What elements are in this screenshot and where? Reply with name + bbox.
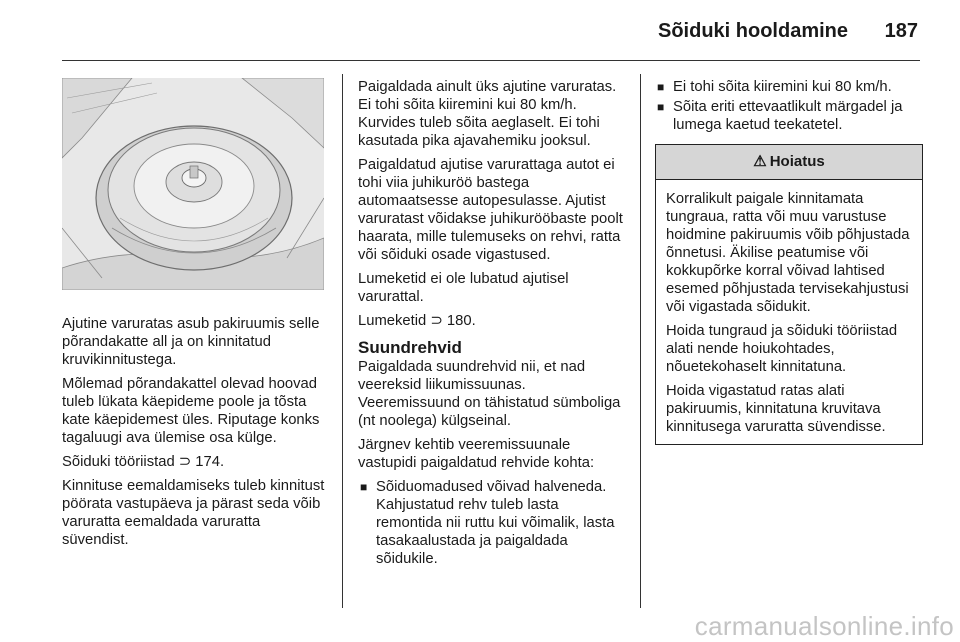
paragraph: Paigaldatud ajutise varurattaga autot ei tohi viia juhikuröö bastega automaatsesse autopesulasse. Ajutist varuratast võidakse juhikurööbaste poolt haarata, mille tulemuseks on rehvi, ratta või sõiduki osade vigastused. bbox=[358, 157, 623, 263]
column-2 bbox=[358, 78, 626, 574]
warning-box bbox=[655, 144, 923, 445]
watermark: carmanualsonline.info bbox=[694, 611, 954, 641]
paragraph: Paigaldada ainult üks ajutine varuratas. Ei tohi sõita kiiremini kui 80 km/h. Kurvides tuleb sõita aeglaselt. Ei tohi kasutada pika ajavahemiku jooksul. bbox=[358, 79, 617, 149]
bullet-square-icon: ■ bbox=[360, 480, 368, 494]
warning-paragraph: Hoida tungraud ja sõiduki tööriistad alati nende hoiukohtades, nõuetekohaselt kinnitatuna. bbox=[666, 323, 898, 375]
bullet-list bbox=[358, 478, 626, 568]
column-1 bbox=[62, 78, 328, 555]
warning-paragraph: Hoida vigastatud ratas alati pakiruumis, kinnitatuna kruvitava kinnitusega varuratta süvendisse. bbox=[666, 383, 886, 435]
section-heading: Suundrehvid bbox=[358, 338, 462, 357]
warning-title: Hoiatus bbox=[769, 153, 825, 170]
bullet-list bbox=[655, 78, 923, 134]
bullet-text: Sõiduomadused võivad halveneda. Kahjustatud rehv tuleb lasta remontida nii ruttu kui võimalik, lasta tasakaalustada ja paigaldada sõidukile. bbox=[376, 479, 615, 567]
bullet-item bbox=[655, 78, 923, 96]
paragraph: Sõiduki tööriistad ⊃ 174. bbox=[62, 454, 225, 470]
bullet-square-icon: ■ bbox=[657, 100, 665, 114]
paragraph: Lumeketid ei ole lubatud ajutisel varurattal. bbox=[358, 271, 569, 305]
paragraph: Kinnituse eemaldamiseks tuleb kinnitust pöörata vastupäeva ja pärast seda võib varuratta eemaldada varuratta süvendist. bbox=[62, 478, 325, 548]
paragraph: Mõlemad põrandakattel olevad hoovad tuleb lükata käepideme poole ja tõsta kate käepidemest üles. Riputage konks tagaluugi ava ülemise osa külge. bbox=[62, 376, 320, 446]
spare-wheel-illustration bbox=[62, 78, 324, 290]
paragraph: Järgnev kehtib veeremissuunale vastupidi paigaldatud rehvide kohta: bbox=[358, 437, 595, 471]
warning-header bbox=[656, 145, 922, 180]
page-number: 187 bbox=[884, 20, 918, 42]
warning-triangle-icon: ⚠ bbox=[753, 153, 767, 170]
warning-body bbox=[656, 180, 922, 444]
paragraph: Paigaldada suundrehvid nii, et nad veereksid liikumissuunas. Veeremissuund on tähistatud sümboliga (nt noolega) külgseinal. bbox=[358, 359, 621, 429]
column-divider-1 bbox=[342, 74, 343, 608]
column-3 bbox=[655, 78, 923, 445]
header-divider bbox=[62, 60, 920, 61]
bullet-item bbox=[655, 98, 923, 134]
bullet-text: Sõita eriti ettevaatlikult märgadel ja lumega kaetud teekatetel. bbox=[673, 99, 903, 133]
paragraph: Ajutine varuratas asub pakiruumis selle põrandakatte all ja on kinnitatud kruvikinnitustega. bbox=[62, 316, 320, 368]
paragraph: Lumeketid ⊃ 180. bbox=[358, 313, 476, 329]
page-header-title: Sõiduki hooldamine bbox=[657, 20, 848, 42]
warning-paragraph: Korralikult paigale kinnitamata tungraua, ratta või muu varustuse hoidmine pakiruumis võib põhjustada õnnetusi. Äkilise peatumise või kokkupõrke korral võivad lahtised esemed põhjustada tervisekahjustusi või vigastada sõidukit. bbox=[666, 191, 910, 315]
bullet-text: Ei tohi sõita kiiremini kui 80 km/h. bbox=[673, 79, 892, 95]
column-divider-2 bbox=[640, 74, 641, 608]
bullet-square-icon: ■ bbox=[657, 80, 665, 94]
bullet-item bbox=[358, 478, 626, 568]
